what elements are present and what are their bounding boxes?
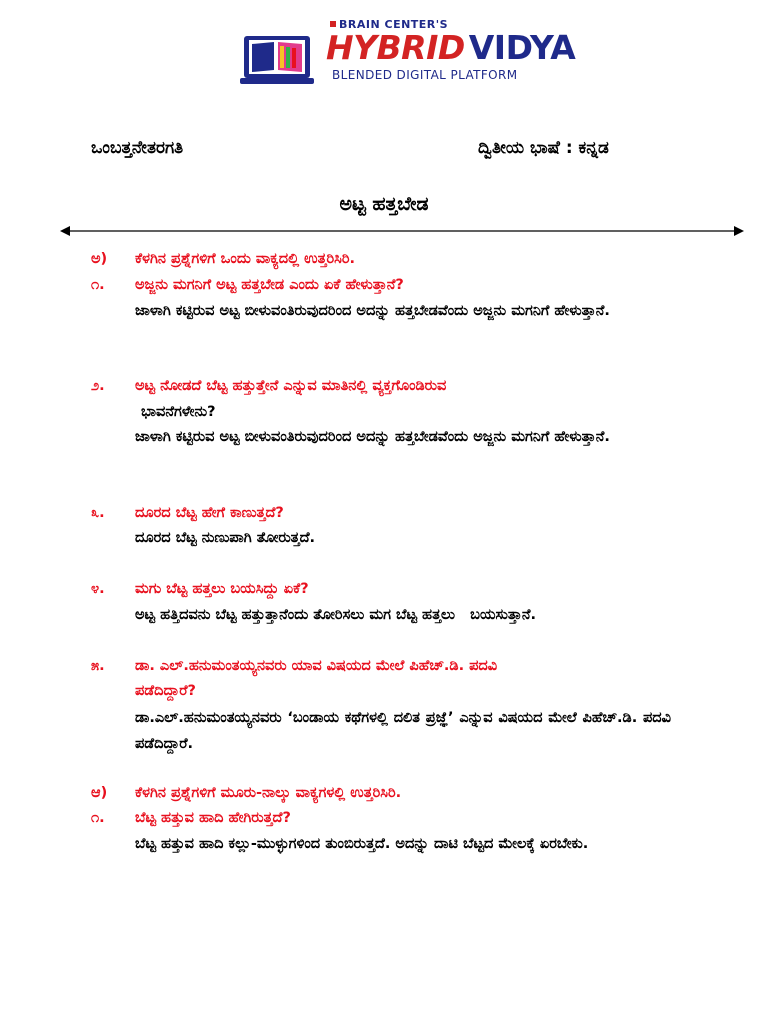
question-number: ೧. [91,810,105,826]
question-number: ೪. [91,581,105,597]
question-text: ಅಟ್ಟ ನೋಡದೆ ಬೆಟ್ಟ ಹತ್ತುತ್ತೇನೆ ಎನ್ನುವ ಮಾತಿನಲ್ಲಿ ವ್ಯಕ್ತಗೊಂಡಿರುವ [135,378,447,394]
question-text: ಮಗು ಬೆಟ್ಟ ಹತ್ತಲು ಬಯಸಿದ್ದು ಏಕೆ? [135,581,309,597]
answer-a2: ಜಾಳಾಗಿ ಕಟ್ಟಿರುವ ಅಟ್ಟ ಬೀಳುವಂತಿರುವುದರಿಂದ ಅದನ್ನು ಹತ್ತಬೇಡವೆಂದು ಅಜ್ಜನು ಮಗನಿಗೆ ಹೇಳುತ್ತಾನೆ. [135,429,610,445]
brand-small-text: BRAIN CENTER'S [330,18,448,31]
question-number: ೨. [91,378,105,394]
question-text: ಅಜ್ಜನು ಮಗನಿಗೆ ಅಟ್ಟ ಹತ್ತಬೇಡ ಎಂದು ಏಕೆ ಹೇಳುತ್ತಾನೆ? [135,277,404,293]
section-a-instruction: ಕೆಳಗಿನ ಪ್ರಶ್ನೆಗಳಿಗೆ ಒಂದು ವಾಕ್ಯದಲ್ಲಿ ಉತ್ತರಿಸಿರಿ. [135,251,356,267]
answer-a3: ದೂರದ ಬೆಟ್ಟ ನುಣುಪಾಗಿ ತೋರುತ್ತದೆ. [135,530,316,546]
page-title: ಅಟ್ಟ ಹತ್ತಬೇಡ [339,193,429,215]
section-a-marker: ಅ) [91,251,108,267]
book-laptop-icon [240,30,318,88]
question-text: ಡಾ. ಎಲ್.ಹನುಮಂತಯ್ಯನವರು ಯಾವ ವಿಷಯದ ಮೇಲೆ ಪಿಹೆಚ್.ಡಿ. ಪದವಿ [135,658,498,674]
question-a5-continued: ಪಡೆದಿದ್ದಾರೆ? [135,683,196,699]
answer-a4: ಅಟ್ಟ ಹತ್ತಿದವನು ಬೆಟ್ಟ ಹತ್ತುತ್ತಾನೆಂದು ತೋರಿಸಲು ಮಗ ಬೆಟ್ಟ ಹತ್ತಲು ಬಯಸುತ್ತಾನೆ. [135,607,537,623]
answer-a1: ಜಾಳಾಗಿ ಕಟ್ಟಿರುವ ಅಟ್ಟ ಬೀಳುವಂತಿರುವುದರಿಂದ ಅದನ್ನು ಹತ್ತಬೇಡವೆಂದು ಅಜ್ಜನು ಮಗನಿಗೆ ಹೇಳುತ್ತಾನೆ. [135,303,610,319]
class-label: ಒಂಬತ್ತನೇತರಗತಿ [91,138,184,158]
brand-logo [238,14,576,92]
brand-name: HYBRID VIDYA [326,28,576,67]
question-text: ದೂರದ ಬೆಟ್ಟ ಹೇಗೆ ಕಾಣುತ್ತದೆ? [135,505,284,521]
answer-a5: ಡಾ.ಎಲ್.ಹನುಮಂತಯ್ಯನವರು ‘ಬಂಡಾಯ ಕಥೆಗಳಲ್ಲಿ ದಲಿತ ಪ್ರಜ್ಞೆ’ ಎನ್ನುವ ವಿಷಯದ ಮೇಲೆ ಪಿಹೆಚ್.ಡಿ. ಪದವಿ ಪಡೆದಿದ್ದಾರೆ. [135,710,671,752]
subject-label: ದ್ವಿತೀಯ ಭಾಷೆ : ಕನ್ನಡ [478,138,609,158]
question-number: ೩. [91,505,105,521]
brand-tagline: BLENDED DIGITAL PLATFORM [332,68,518,82]
question-number: ೫. [91,658,105,674]
answer-b1: ಬೆಟ್ಟ ಹತ್ತುವ ಹಾದಿ ಕಲ್ಲು-ಮುಳ್ಳುಗಳಿಂದ ತುಂಬಿರುತ್ತದೆ. ಅದನ್ನು ದಾಟಿ ಬೆಟ್ಟದ ಮೇಲಕ್ಕೆ ಏರಬೇಕು. [135,836,589,852]
double-arrow-divider [60,224,744,238]
section-b-marker: ಆ) [91,785,108,801]
question-number: ೧. [91,277,105,293]
section-b-instruction: ಕೆಳಗಿನ ಪ್ರಶ್ನೆಗಳಿಗೆ ಮೂರು-ನಾಲ್ಕು ವಾಕ್ಯಗಳಲ್ಲಿ ಉತ್ತರಿಸಿರಿ. [135,785,402,801]
question-text: ಬೆಟ್ಟ ಹತ್ತುವ ಹಾದಿ ಹೇಗಿರುತ್ತದೆ? [135,810,291,826]
question-a2-continued: ಭಾವನೆಗಳೇನು? [141,404,216,420]
